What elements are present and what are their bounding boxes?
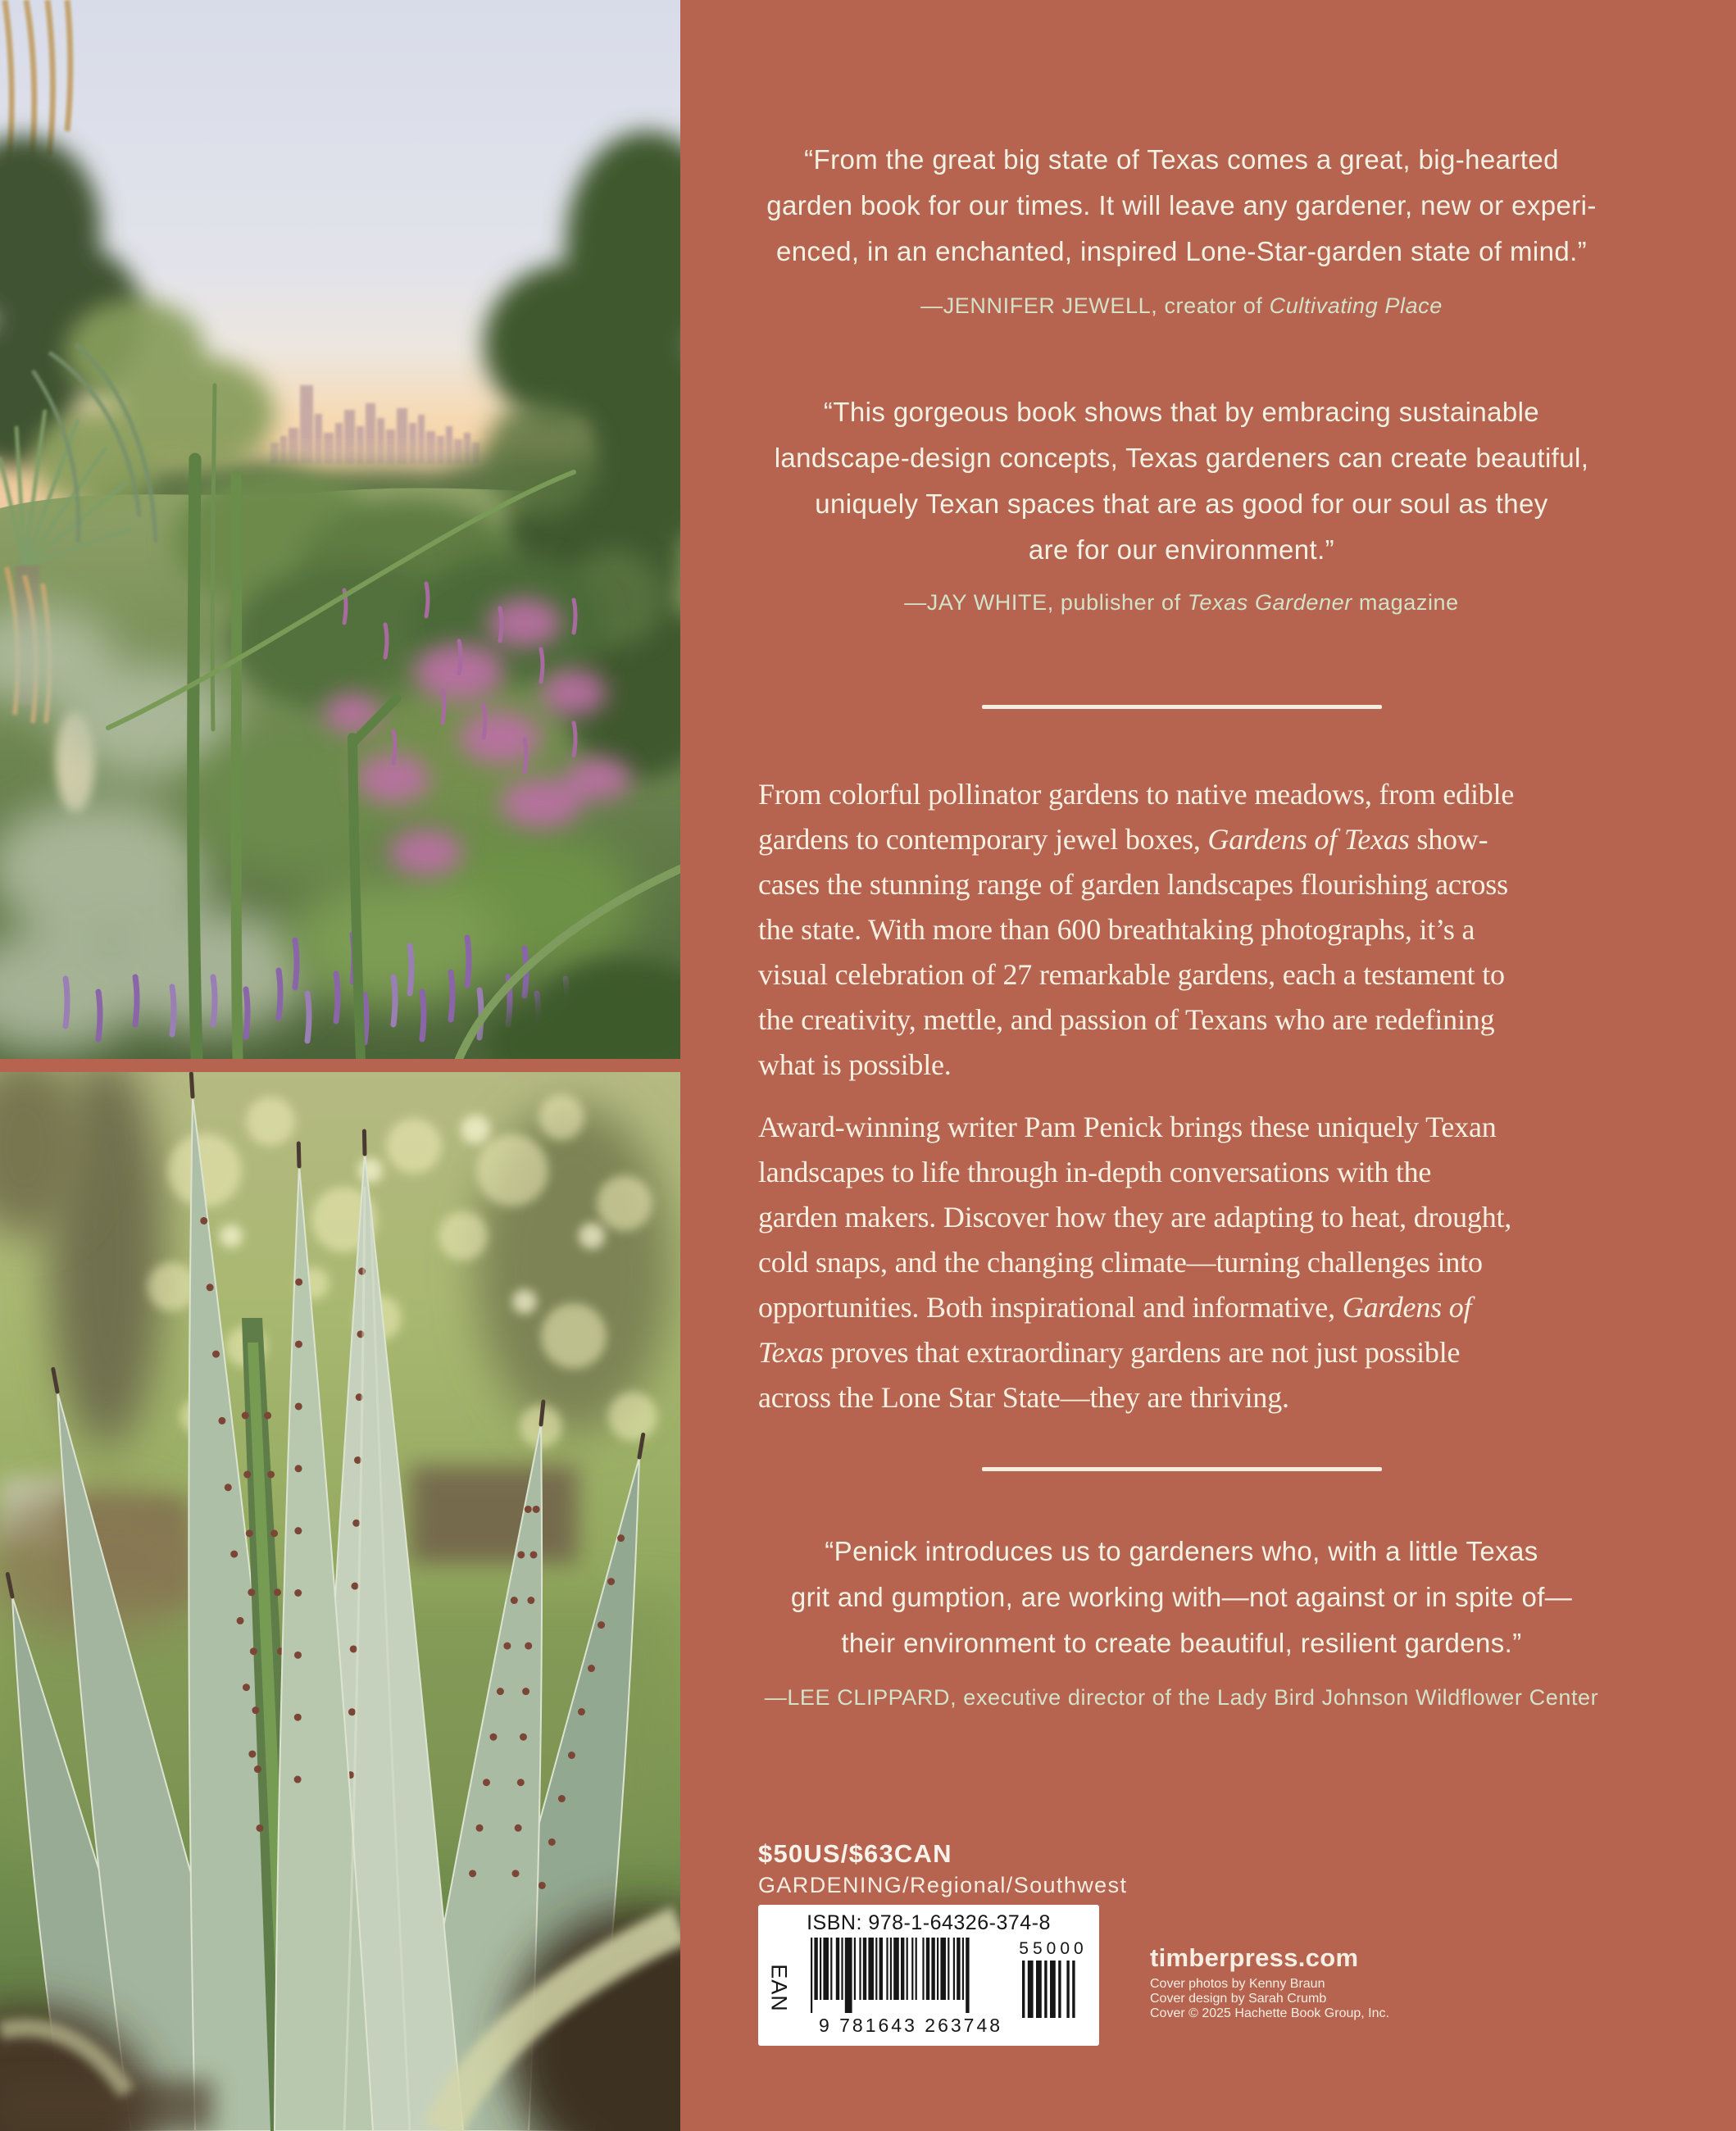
barcode-addon-bars xyxy=(1022,1961,1086,2020)
quote-line: “Penick introduces us to gardeners who, with a little Texas xyxy=(825,1536,1538,1566)
body-line: visual celebration of 27 remarkable gardens, each a testament to xyxy=(758,958,1505,991)
text-segment: —JENNIFER JEWELL, creator of xyxy=(920,293,1270,318)
text-panel xyxy=(680,0,1736,2131)
quote-line: garden book for our times. It will leave any gardener, new or experi- xyxy=(766,190,1597,220)
body-line: what is possible. xyxy=(758,1048,952,1081)
description-paragraph-1 xyxy=(758,772,1605,1088)
endorsement-attribution-3 xyxy=(758,1681,1605,1714)
body-line xyxy=(758,817,1605,862)
photo-agave xyxy=(0,1072,680,2131)
endorsement-quote-2 xyxy=(758,389,1605,573)
body-line: Award-winning writer Pam Penick brings these uniquely Texan xyxy=(758,1111,1497,1143)
publisher-website: timberpress.com xyxy=(1150,1943,1359,1972)
cover-credit: Cover © 2025 Hachette Book Group, Inc. xyxy=(1150,2006,1389,2020)
body-line xyxy=(758,1330,1605,1375)
italic-text: Texas Gardener xyxy=(1187,590,1352,615)
body-line xyxy=(758,1285,1605,1330)
text-segment: proves that extraordinary gardens are not just possible xyxy=(823,1336,1461,1369)
endorsement-quote-3 xyxy=(758,1529,1605,1666)
barcode xyxy=(758,1905,1099,2046)
description-paragraph-2 xyxy=(758,1105,1605,1420)
body-line: landscapes to life through in-depth conversations with the xyxy=(758,1156,1432,1188)
quote-line: their environment to create beautiful, resilient gardens.” xyxy=(841,1628,1522,1658)
body-line: the state. With more than 600 breathtaking photographs, it’s a xyxy=(758,913,1475,946)
body-line: the creativity, mettle, and passion of Texans who are redefining xyxy=(758,1003,1495,1036)
italic-text: Gardens of xyxy=(1342,1291,1472,1324)
publisher-block xyxy=(1150,1905,1389,2021)
body-line: From colorful pollinator gardens to native meadows, from edible xyxy=(758,778,1515,811)
endorsement-attribution-1 xyxy=(758,289,1605,322)
photo-column xyxy=(0,0,680,2131)
cover-credit: Cover photos by Kenny Braun xyxy=(1150,1977,1325,1991)
isbn-label: ISBN: 978-1-64326-374-8 xyxy=(807,1911,1051,1934)
barcode-digits: 9 781643 263748 xyxy=(818,2015,1003,2036)
category-text: GARDENING/Regional/Southwest xyxy=(758,1873,1128,1897)
italic-text: Cultivating Place xyxy=(1269,293,1443,318)
quote-line: landscape-design concepts, Texas gardeners can create beautiful, xyxy=(774,443,1589,473)
body-line: across the Lone Star State—they are thriving. xyxy=(758,1381,1289,1414)
endorsement-attribution-2 xyxy=(758,586,1605,619)
italic-text: Texas xyxy=(758,1336,824,1369)
body-line: garden makers. Discover how they are adapting to heat, drought, xyxy=(758,1201,1512,1234)
text-segment: gardens to contemporary jewel boxes, xyxy=(758,823,1208,856)
quote-line: “From the great big state of Texas comes a great, big-hearted xyxy=(804,144,1559,175)
quote-line: “This gorgeous book shows that by embracing sustainable xyxy=(823,397,1540,427)
quote-line: enced, in an enchanted, inspired Lone-Star-garden state of mind.” xyxy=(775,236,1588,266)
photo-garden-skyline xyxy=(0,0,680,1059)
divider-rule-top xyxy=(982,705,1382,709)
cover-credit: Cover design by Sarah Crumb xyxy=(1150,1992,1327,2006)
barcode-publisher-row xyxy=(758,1905,1605,2046)
quote-line: uniquely Texan spaces that are as good for our soul as they xyxy=(815,488,1548,519)
text-segment: —JAY WHITE, publisher of xyxy=(904,590,1188,615)
text-segment: magazine xyxy=(1352,590,1459,615)
quote-line: grit and gumption, are working with—not against or in spite of— xyxy=(790,1582,1573,1612)
text-segment: opportunities. Both inspirational and informative, xyxy=(758,1291,1343,1324)
cover-credits xyxy=(1150,1977,1389,2021)
body-line: cases the stunning range of garden landscapes flourishing across xyxy=(758,868,1508,901)
quote-line: are for our environment.” xyxy=(1028,534,1335,565)
barcode-bars xyxy=(811,1938,1012,2016)
endorsement-quote-1 xyxy=(758,137,1605,275)
text-segment: —LEE CLIPPARD, executive director of the Lady Bird Johnson Wildflower Center xyxy=(764,1685,1599,1710)
body-line: cold snaps, and the changing climate—turning challenges into xyxy=(758,1246,1483,1279)
divider-rule-bottom xyxy=(982,1467,1382,1471)
price-text: $50US/$63CAN xyxy=(758,1839,952,1868)
text-segment: show- xyxy=(1409,823,1488,856)
ean-label: EAN xyxy=(766,1964,792,2012)
barcode-addon-number: 55000 xyxy=(1019,1939,1088,1958)
italic-text: Gardens of Texas xyxy=(1207,823,1410,856)
